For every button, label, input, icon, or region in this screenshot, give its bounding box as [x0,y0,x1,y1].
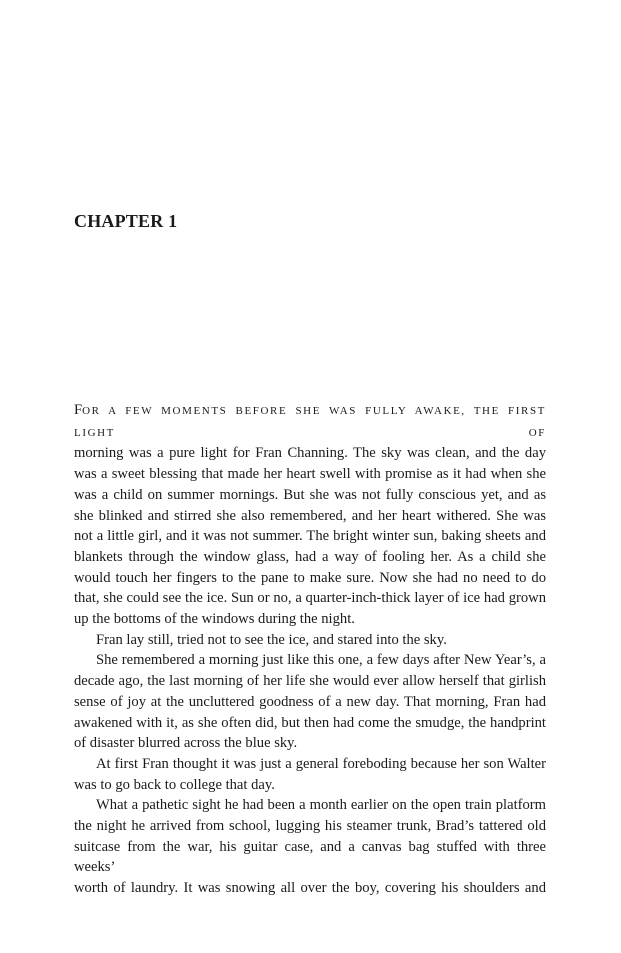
text-line: that, she could see the ice. Sun or no, a quarter-inch-thick layer of ice had grown [74,590,546,607]
text-line: up the bottoms of the windows during the night. [74,611,355,628]
text-line: Fran lay still, tried not to see the ice, and stared into the sky. [96,631,447,648]
text-line: she blinked and stirred she also remembered, and her heart withered. She was [74,507,546,524]
text-line: morning was a pure light for Fran Channing. The sky was clean, and the day [74,445,546,462]
paragraph [74,754,546,795]
text-line: worth of laundry. It was snowing all over the boy, covering his shoulders and [74,880,546,897]
text-line: was to go back to college that day. [74,776,275,793]
text-line: was a sweet blessing that made her heart swell with promise as it had when she [74,466,546,483]
drop-cap-letter: F [74,402,83,418]
text-line: decade ago, the last morning of her life she would ever allow herself that girlish [74,673,546,690]
text-line: awakened with it, as she often did, but then had come the smudge, the handprint [74,714,546,731]
body-text [74,400,546,899]
paragraph [74,650,546,754]
text-line: blankets through the window glass, had a way of fooling her. As a child she [74,548,546,565]
paragraph [74,400,546,630]
paragraph [74,630,546,651]
text-line: She remembered a morning just like this one, a few days after New Year’s, a [96,652,546,669]
text-line: At first Fran thought it was just a general foreboding because her son Walter [96,755,546,772]
text-line: sense of joy at the uncluttered goodness of a new day. That morning, Fran had [74,693,546,710]
small-caps-opening: OR A FEW MOMENTS BEFORE SHE WAS FULLY AWAKE, THE FIRST LIGHT OF [74,405,546,439]
text-line: of disaster blurred across the blue sky. [74,735,298,752]
paragraph [74,795,546,899]
text-line: would touch her fingers to the pane to make sure. Now she had no need to do [74,569,546,586]
text-line: was a child on summer mornings. But she was not fully conscious yet, and as [74,486,546,503]
text-line: not a little girl, and it was not summer. The bright winter sun, baking sheets and [74,528,546,545]
text-line: the night he arrived from school, lugging his steamer trunk, Brad’s tattered old [74,818,546,835]
text-line: suitcase from the war, his guitar case, and a canvas bag stuffed with three weeks’ [74,838,546,876]
text-line [74,400,546,443]
chapter-heading: CHAPTER 1 [74,211,178,231]
text-line: What a pathetic sight he had been a month earlier on the open train platform [96,797,546,814]
